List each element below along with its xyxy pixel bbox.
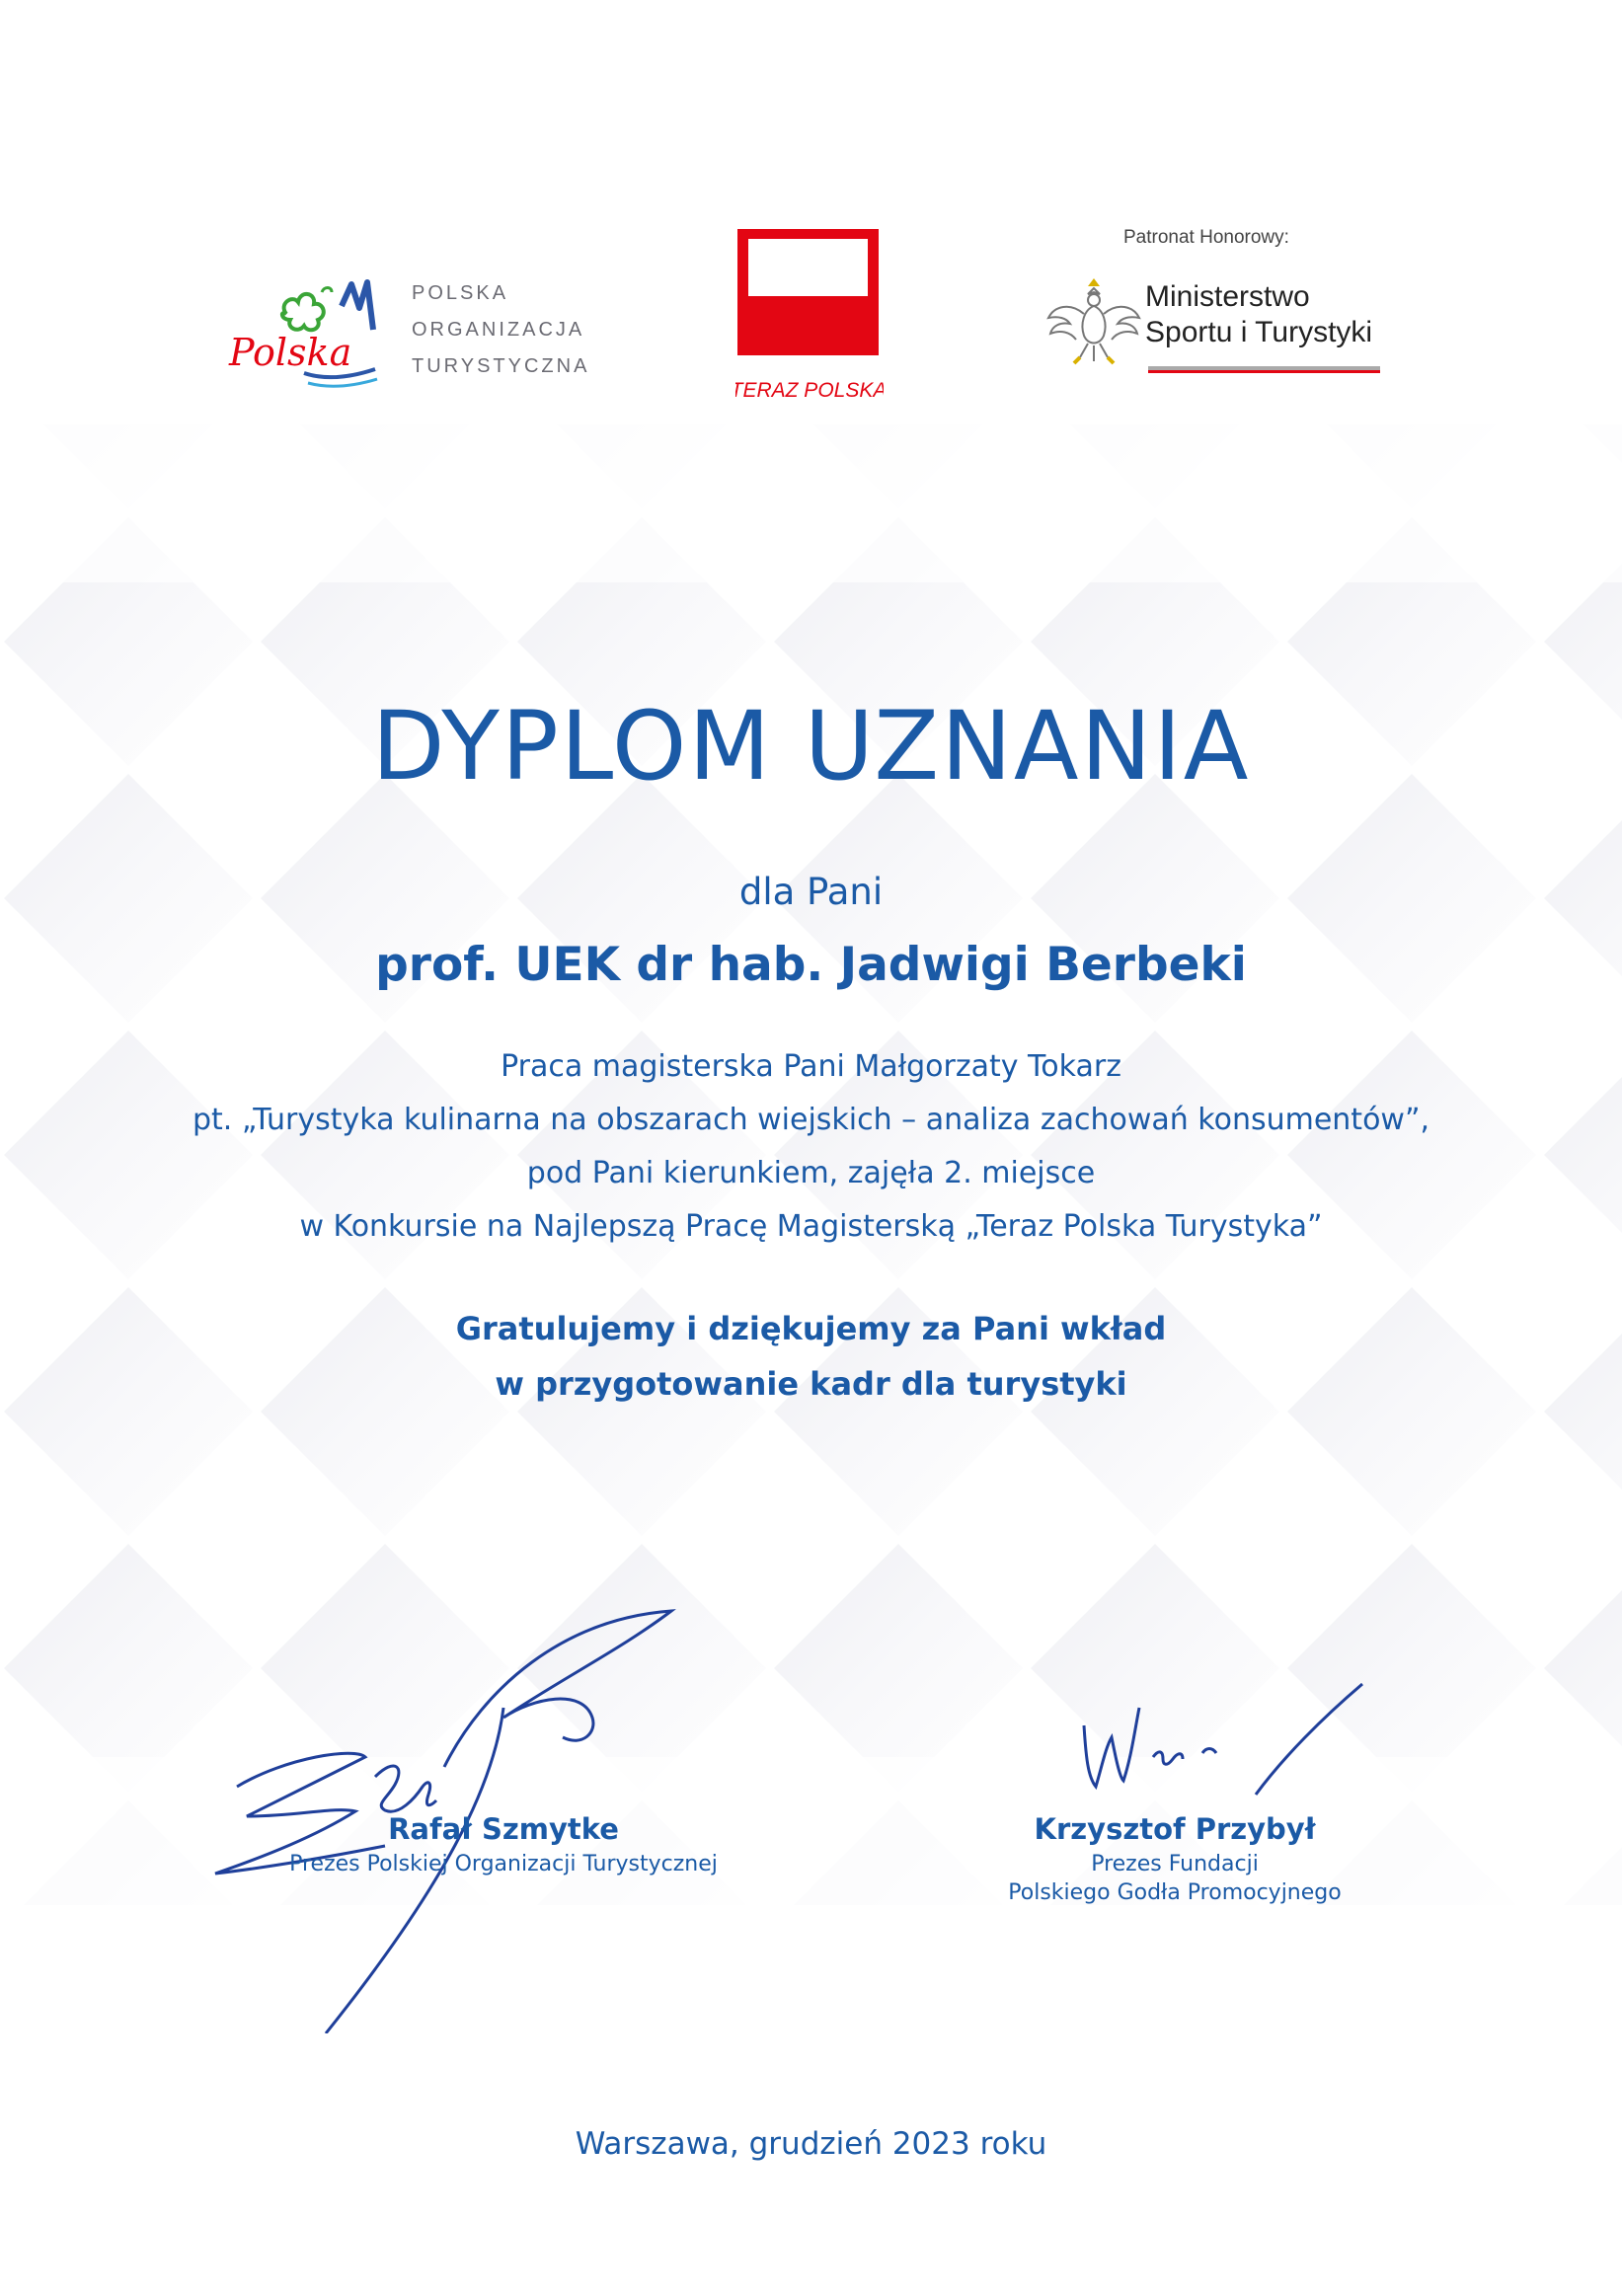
- left-signatory: [227, 1812, 780, 1878]
- svg-text:TERAZ POLSKA: TERAZ POLSKA: [735, 379, 884, 402]
- polska-logo-icon: [225, 274, 393, 393]
- body-line: pt. „Turystyka kulinarna na obszarach wiejskich – analiza zachowań konsumentów”,: [192, 1103, 1430, 1137]
- ministry-underline-red: [1148, 370, 1380, 373]
- role-line: Polskiego Godła Promocyjnego: [1008, 1880, 1342, 1905]
- ministry-name: [1145, 279, 1372, 350]
- role-line: Prezes Fundacji: [1091, 1852, 1259, 1876]
- teraz-polska-logo: [735, 227, 884, 410]
- right-signature-scribble: [1076, 1678, 1372, 1806]
- eagle-emblem: [1044, 274, 1143, 373]
- body-line: pod Pani kierunkiem, zajęła 2. miejsce: [526, 1156, 1096, 1190]
- ministry-line: Sportu i Turystyki: [1145, 316, 1373, 348]
- eagle-icon: [1044, 274, 1143, 373]
- polska-logo: [225, 274, 393, 393]
- teraz-polska-emblem-icon: [735, 227, 884, 410]
- dla-pani: dla Pani: [738, 871, 884, 913]
- place-date: Warszawa, grudzień 2023 roku: [575, 2126, 1047, 2162]
- thanks-message: [0, 1301, 1622, 1412]
- diploma-body: [0, 1040, 1622, 1254]
- left-signatory-role: Prezes Polskiej Organizacji Turystycznej: [289, 1852, 718, 1876]
- left-signatory-name: Rafał Szmytke: [388, 1812, 619, 1846]
- pot-org-name: [412, 275, 589, 385]
- ministry-line: Ministerstwo: [1145, 280, 1310, 313]
- pot-line: POLSKA: [412, 282, 509, 304]
- recipient-name: prof. UEK dr hab. Jadwigi Berbeki: [375, 938, 1247, 992]
- svg-text:Polska: Polska: [229, 331, 352, 374]
- pot-line: TURYSTYCZNA: [412, 355, 590, 377]
- right-signatory-role: [953, 1850, 1397, 1907]
- patronat-label: Patronat Honorowy:: [1123, 227, 1289, 248]
- pot-line: ORGANIZACJA: [412, 319, 585, 341]
- body-line: Praca magisterska Pani Małgorzaty Tokarz: [501, 1049, 1121, 1084]
- body-line: w Konkursie na Najlepszą Pracę Magisterską „Teraz Polska Turystyka”: [299, 1209, 1323, 1244]
- right-signatory-name: Krzysztof Przybył: [1034, 1812, 1316, 1846]
- right-signatory: [953, 1812, 1397, 1907]
- thanks-line: w przygotowanie kadr dla turystyki: [495, 1365, 1127, 1403]
- thanks-line: Gratulujemy i dziękujemy za Pani wkład: [455, 1310, 1167, 1347]
- diploma-title: DYPLOM UZNANIA: [371, 691, 1251, 802]
